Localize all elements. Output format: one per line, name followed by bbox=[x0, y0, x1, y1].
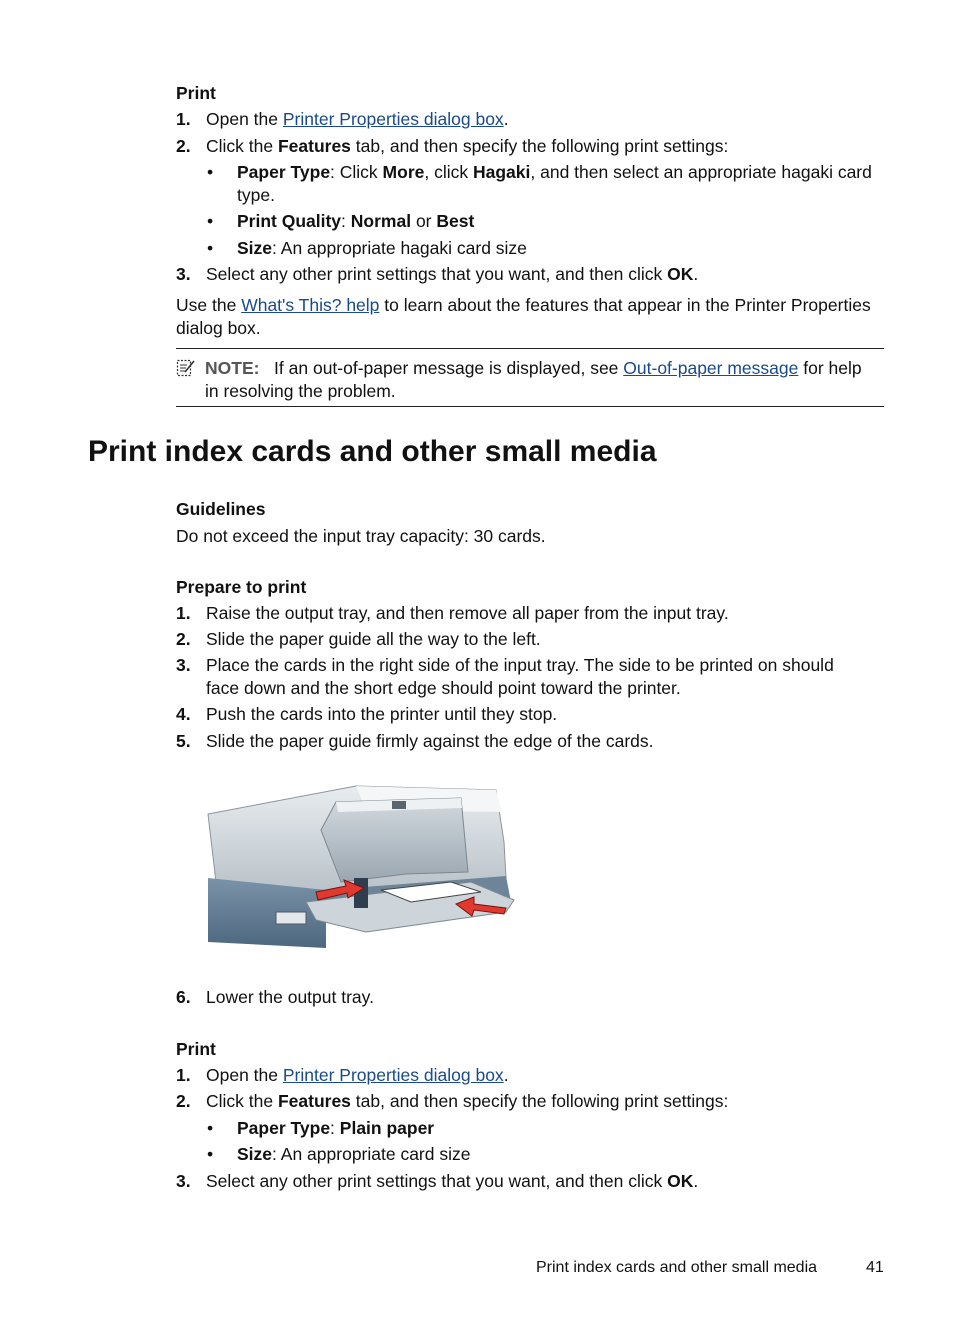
step-number: 6. bbox=[176, 987, 191, 1007]
step-text: Click the Features tab, and then specify the following print settings: bbox=[206, 136, 729, 156]
step-number: 5. bbox=[176, 731, 191, 751]
page-number: 41 bbox=[866, 1259, 884, 1276]
step-text: Slide the paper guide firmly against the edge of the cards. bbox=[206, 731, 654, 751]
out-of-paper-link[interactable]: Out-of-paper message bbox=[623, 358, 799, 378]
bullet-text: Size: An appropriate card size bbox=[237, 1144, 471, 1164]
guidelines-heading: Guidelines bbox=[176, 499, 266, 519]
step-number: 1. bbox=[176, 1065, 191, 1085]
printer-properties-link[interactable]: Printer Properties dialog box bbox=[282, 1065, 504, 1085]
print-subheading: Print bbox=[176, 83, 216, 103]
bullet-text: Print Quality: Normal or Best bbox=[237, 211, 475, 231]
bullet: • bbox=[207, 1144, 214, 1164]
step-number: 3. bbox=[176, 655, 191, 675]
bullet: • bbox=[207, 238, 214, 258]
step-text: Select any other print settings that you want, and then click OK. bbox=[206, 264, 699, 284]
guidelines-text: Do not exceed the input tray capacity: 30 cards. bbox=[176, 526, 546, 546]
step-text: Click the Features tab, and then specify the following print settings: bbox=[206, 1091, 729, 1111]
help-paragraph: Use the What's This? help to learn about the features that appear in the Printer Properties dialog box. bbox=[176, 295, 871, 338]
bullet: • bbox=[207, 211, 214, 231]
bullet: • bbox=[207, 1118, 214, 1138]
step-text: Open the Printer Properties dialog box. bbox=[206, 1065, 509, 1085]
step-text: Open the Printer Properties dialog box. bbox=[206, 109, 509, 129]
step-text: Raise the output tray, and then remove all paper from the input tray. bbox=[206, 603, 729, 623]
print-subheading: Print bbox=[176, 1039, 216, 1059]
step-number: 1. bbox=[176, 109, 191, 129]
bullet-text: Size: An appropriate hagaki card size bbox=[237, 238, 527, 258]
step-number: 2. bbox=[176, 1091, 191, 1111]
note-top-rule bbox=[176, 348, 884, 349]
step-number: 3. bbox=[176, 1171, 191, 1191]
step-number: 1. bbox=[176, 603, 191, 623]
printer-properties-link[interactable]: Printer Properties dialog box bbox=[282, 109, 504, 129]
bullet-text: Paper Type: Click More, click Hagaki, and then select an appropriate hagaki card type. bbox=[237, 162, 872, 205]
bullet-text: Paper Type: Plain paper bbox=[237, 1118, 435, 1138]
prepare-heading: Prepare to print bbox=[176, 577, 307, 597]
printer-illustration bbox=[206, 782, 516, 948]
step-text: Push the cards into the printer until they stop. bbox=[206, 704, 558, 724]
whats-this-help-link[interactable]: What's This? help bbox=[241, 295, 380, 315]
bullet: • bbox=[207, 162, 214, 182]
note-bottom-rule bbox=[176, 406, 884, 407]
step-text: Slide the paper guide all the way to the left. bbox=[206, 629, 541, 649]
step-number: 2. bbox=[176, 629, 191, 649]
step-text: Select any other print settings that you want, and then click OK. bbox=[206, 1171, 699, 1191]
step-text: Lower the output tray. bbox=[206, 987, 374, 1007]
step-number: 3. bbox=[176, 264, 191, 284]
section-title: Print index cards and other small media bbox=[88, 435, 657, 468]
step-number: 2. bbox=[176, 136, 191, 156]
step-text: Place the cards in the right side of the input tray. The side to be printed on should face down and the short edge should point toward the printer. bbox=[206, 655, 834, 698]
note-text: NOTE: If an out-of-paper message is displayed, see Out-of-paper message for help in resolving the problem. bbox=[205, 358, 862, 401]
footer-title: Print index cards and other small media bbox=[536, 1259, 818, 1276]
note-icon bbox=[176, 358, 196, 378]
step-number: 4. bbox=[176, 704, 191, 724]
